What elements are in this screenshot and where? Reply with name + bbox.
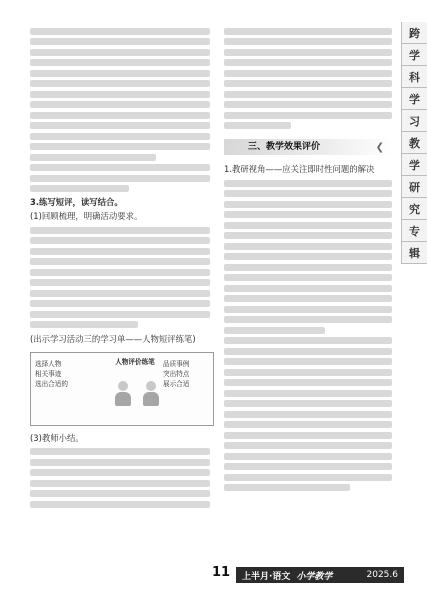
left-column: [30, 24, 210, 511]
right-paragraph-2: [224, 180, 392, 334]
side-tab-char: 学: [402, 44, 427, 66]
issue-date: 2025.6: [366, 570, 398, 580]
side-tab-char: 学: [402, 154, 427, 176]
figure-left-row: 相关事迹: [35, 369, 62, 378]
side-tab-char: 究: [402, 198, 427, 220]
magazine-logo: 小学教学: [296, 571, 333, 582]
side-tab-char: 跨: [402, 22, 427, 44]
side-tab-char: 专: [402, 220, 427, 242]
figure-card: [30, 352, 214, 426]
figure-left-list: [35, 359, 105, 389]
right-paragraph-1: [224, 28, 392, 130]
figure-title: 人物评价练笔: [115, 357, 155, 366]
figure-left-row: 选择人物: [35, 359, 62, 368]
right-subheading: 1.教研视角——应关注即时性问题的解决: [224, 164, 375, 175]
left-paragraph-1: [30, 28, 210, 161]
footer-band-label: 上半月·语文: [242, 571, 291, 582]
figure-caption-prefix: (出示学习活动三的学习单——人物短评练笔): [30, 333, 196, 344]
chevron-left-icon: ❮: [375, 142, 384, 153]
section-heading: 三、教学效果评价 ❮: [224, 139, 392, 155]
left-paragraph-3: [30, 227, 210, 329]
side-tab-char: 研: [402, 176, 427, 198]
after-figure-subheading: (3)教师小结。: [30, 433, 84, 444]
page-number: 11: [212, 565, 231, 580]
figure-left-row: 选出合适的: [35, 379, 68, 388]
side-tab-char: 教: [402, 132, 427, 154]
side-tab-char: 学: [402, 88, 427, 110]
figure-right-list: [163, 359, 211, 389]
footer-band: [236, 567, 404, 583]
person-illustration-icon: [115, 381, 131, 405]
figure-right-row: 突出特点: [163, 369, 190, 378]
side-tab-strip: [401, 22, 427, 264]
right-paragraph-3: [224, 337, 392, 491]
left-paragraph-4: [30, 448, 210, 508]
page-footer: [0, 563, 427, 587]
side-tab-char: 习: [402, 110, 427, 132]
right-column: [224, 24, 392, 495]
person-illustration-icon: [143, 381, 159, 405]
side-tab-char: 科: [402, 66, 427, 88]
side-tab-char: 辑: [402, 242, 427, 264]
left-subheading-1-sub: (1)回顾梳理，明确活动要求。: [30, 211, 143, 222]
figure-right-row: 品质事例: [163, 359, 190, 368]
left-paragraph-2: [30, 164, 210, 192]
figure-right-row: 展示合适: [163, 379, 190, 388]
left-subheading-1: 3.练写短评，读写结合。: [30, 196, 123, 207]
